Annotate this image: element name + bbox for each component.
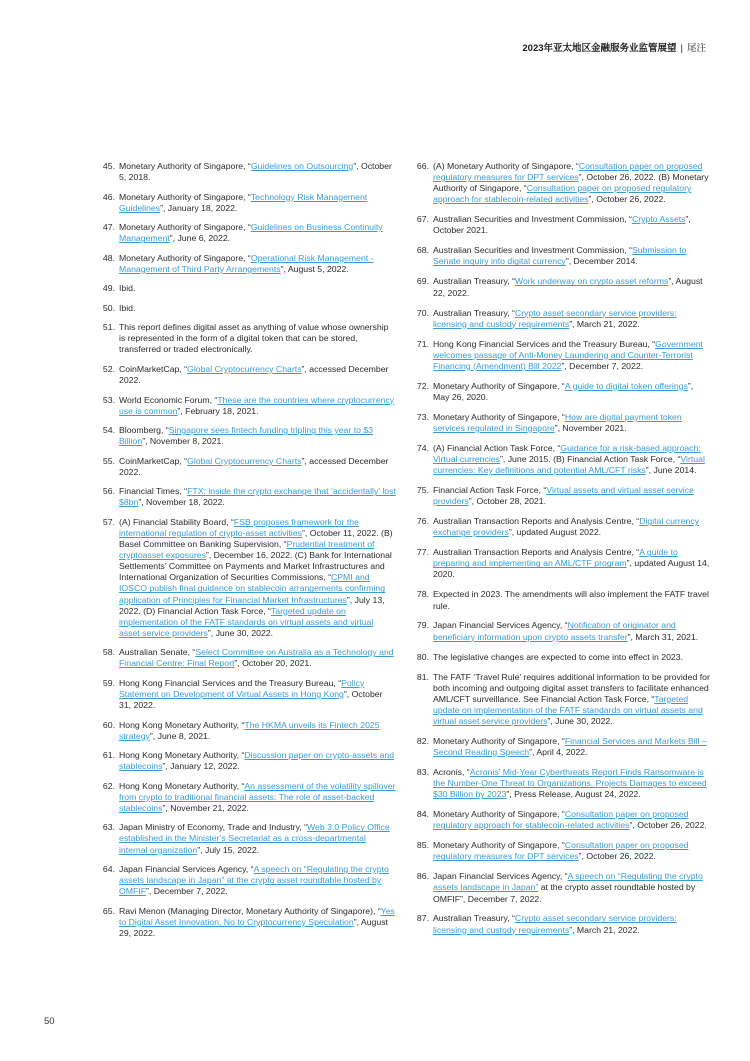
endnote-number: 61. — [102, 750, 115, 761]
endnote-text — [433, 620, 698, 641]
endnote-number: 46. — [102, 191, 115, 202]
endnote-link[interactable]: Work underway on crypto asset reforms — [514, 276, 669, 287]
endnote-text-fragment: ”, June 2014. — [645, 465, 697, 476]
endnote-text — [433, 381, 693, 402]
endnote-text-fragment: Australian Securities and Investment Commission, “ — [433, 245, 632, 256]
endnote-text — [119, 253, 374, 274]
endnote-text-fragment: Ibid. — [119, 302, 136, 313]
endnote-text-fragment: ”, October 26, 2022. (B) Monetary Authority of Singapore, “ — [433, 172, 709, 194]
endnote-link[interactable]: Virtual assets and virtual asset service providers — [433, 485, 694, 507]
endnote-text — [433, 339, 703, 371]
endnote-text-fragment: ”, December 7, 2022. — [146, 886, 228, 897]
endnote-text-fragment: Japan Ministry of Economy, Trade and Industry, “ — [119, 822, 307, 833]
endnote-number: 69. — [416, 276, 429, 287]
endnote-number: 87. — [416, 913, 429, 924]
endnote-number: 71. — [416, 338, 429, 349]
endnote-text-fragment: Expected in 2023. The amendments will also implement the FATF travel rule. — [433, 589, 709, 611]
endnote-text — [433, 308, 677, 329]
endnote-text — [119, 283, 135, 293]
endnote-item — [410, 161, 710, 205]
endnote-text-fragment: ”, October 5, 2018. — [119, 161, 392, 183]
endnote-text-fragment: ”, June 30, 2022. — [547, 715, 613, 726]
endnote-item — [96, 192, 396, 214]
endnote-text-fragment: Hong Kong Monetary Authority, “ — [119, 780, 245, 791]
endnote-text-fragment: ”, updated August 14, 2020. — [433, 558, 710, 580]
endnote-link[interactable]: How are digital payment token services regulated in Singapore — [433, 411, 682, 433]
endnote-number: 67. — [416, 214, 429, 225]
endnote-number: 62. — [102, 780, 115, 791]
endnote-text-fragment: ”, October 26, 2022. — [578, 851, 656, 862]
endnote-item — [410, 308, 710, 330]
endnote-text — [119, 456, 388, 477]
endnote-item — [96, 253, 396, 275]
endnote-text — [119, 822, 390, 854]
endnote-link[interactable]: Guidance for a risk-based approach: Virtual currencies — [433, 442, 701, 464]
endnote-number: 81. — [416, 671, 429, 682]
endnote-text-fragment: Australian Treasury, “ — [433, 276, 515, 287]
endnote-item — [410, 485, 710, 507]
endnote-text-fragment: Japan Financial Services Agency, “ — [433, 871, 568, 882]
endnote-number: 79. — [416, 620, 429, 631]
endnote-item — [410, 214, 710, 236]
endnote-text-fragment: ”, accessed December 2022. — [119, 363, 389, 386]
endnote-text-fragment: Hong Kong Monetary Authority, “ — [119, 719, 245, 730]
endnote-text — [119, 647, 394, 668]
endnote-link[interactable]: Crypto asset secondary service providers: licensing and custody requirements — [433, 307, 677, 329]
endnote-text-fragment: Monetary Authority of Singapore, “ — [433, 809, 565, 820]
endnote-text-fragment: ”, January 12, 2022. — [162, 761, 240, 772]
endnote-text — [433, 840, 689, 861]
endnote-text — [433, 412, 682, 433]
endnote-number: 57. — [102, 516, 115, 527]
endnote-text — [433, 589, 709, 610]
endnote-text-fragment: ”, May 26, 2020. — [433, 380, 694, 402]
endnote-link[interactable]: Virtual currencies: Key definitions and potential AML/CFT risks — [433, 454, 705, 476]
endnote-number: 45. — [102, 161, 115, 171]
endnote-number: 63. — [102, 822, 115, 833]
endnote-text-fragment: ”, October 28, 2021. — [468, 496, 547, 507]
endnote-link[interactable]: Financial Services and Markets Bill – Second Reading Speech — [433, 735, 707, 757]
endnote-item — [410, 443, 710, 476]
endnote-number: 72. — [416, 380, 429, 391]
endnote-text-fragment: ”, Press Release, August 24, 2022. — [506, 789, 641, 800]
endnote-text-fragment: ”, March 31, 2021. — [627, 631, 699, 642]
endnote-text-fragment: Monetary Authority of Singapore, “ — [433, 735, 565, 746]
endnote-text-fragment: ”, June 2015. (B) Financial Action Task Force, “ — [499, 454, 681, 464]
endnote-number: 68. — [416, 245, 429, 256]
endnote-text-fragment: ”, November 21, 2022. — [162, 802, 249, 813]
endnote-item — [410, 871, 710, 904]
endnote-text — [119, 750, 394, 771]
endnote-number: 53. — [102, 394, 115, 405]
endnote-text-fragment: Australian Transaction Reports and Analysis Centre, “ — [433, 516, 640, 527]
endnote-item — [96, 517, 396, 639]
endnote-item — [410, 339, 710, 372]
endnote-text-fragment: ”, August 5, 2022. — [280, 263, 349, 274]
endnote-link[interactable]: A speech on “Regulating the crypto assets landscape in Japan” — [433, 871, 703, 893]
header-section: 尾注 — [686, 43, 706, 54]
endnote-text-fragment: Australian Treasury, “ — [433, 913, 515, 924]
endnote-text-fragment: ”, August 29, 2022. — [119, 916, 388, 938]
endnote-link[interactable]: Digital currency exchange providers — [433, 516, 700, 538]
endnote-text — [119, 161, 392, 182]
endnote-text — [433, 214, 691, 235]
endnote-text-fragment: Monetary Authority of Singapore, “ — [119, 222, 251, 233]
endnote-item — [96, 283, 396, 294]
endnote-number: 54. — [102, 425, 115, 436]
endnote-text — [119, 395, 394, 416]
endnote-text-fragment: Ravi Menon (Managing Director, Monetary Authority of Singapore), “ — [119, 905, 381, 916]
endnote-item — [96, 720, 396, 742]
endnote-text-fragment: Japan Financial Services Agency, “ — [433, 620, 568, 631]
endnote-number: 56. — [102, 486, 115, 497]
endnote-text — [433, 672, 710, 726]
endnote-item — [96, 456, 396, 478]
endnote-text-fragment: at the crypto asset roundtable hosted by OMFIF”, December 7, 2022. — [433, 882, 696, 904]
endnote-text-fragment: ”, updated August 2022. — [508, 527, 602, 538]
endnote-number: 86. — [416, 871, 429, 882]
endnote-text — [119, 517, 393, 638]
endnote-text-fragment: This report defines digital asset as anything of value whose ownership is represented in the form of a digital token that can be stored, transferred or traded electronically. — [119, 322, 389, 355]
endnote-item — [410, 589, 710, 611]
endnote-link[interactable]: Guidelines on Business Continuity Management — [119, 222, 383, 244]
endnote-item — [96, 750, 396, 772]
endnotes-left-column — [96, 161, 396, 947]
endnote-text — [433, 485, 694, 506]
endnote-item — [410, 547, 710, 580]
endnote-item — [96, 303, 396, 314]
endnote-link[interactable]: Consultation paper on proposed regulatory measures for DPT services — [433, 840, 689, 862]
endnote-number: 48. — [102, 252, 115, 263]
endnote-item — [410, 381, 710, 403]
endnote-text — [119, 781, 396, 813]
endnote-text — [119, 486, 396, 507]
endnote-link[interactable]: Yes to Digital Asset Innovation, No to Cryptocurrency Speculation — [119, 905, 395, 927]
endnote-text-fragment: ”, March 21, 2022. — [569, 318, 640, 329]
endnote-link[interactable]: A speech on “Regulating the crypto assets landscape in Japan” at the crypto asset roundtable hosted by OMFIF — [119, 864, 389, 897]
endnote-item — [96, 906, 396, 939]
endnote-text-fragment: (A) Monetary Authority of Singapore, “ — [433, 161, 579, 171]
endnote-link[interactable]: An assessment of the volatility spillover from crypto to traditional financial assets: The role of asset-backed stablecoins — [119, 780, 396, 813]
endnote-link[interactable]: Discussion paper on crypto-assets and stablecoins — [119, 750, 395, 772]
endnote-link[interactable]: A guide to digital token offerings — [564, 380, 688, 391]
endnote-text-fragment: ”, October 31, 2022. — [119, 688, 383, 711]
endnote-number: 47. — [102, 222, 115, 233]
endnote-item — [410, 736, 710, 758]
endnote-text-fragment: ”, June 6, 2022. — [169, 233, 231, 244]
endnote-item — [410, 620, 710, 642]
endnote-text-fragment: ”, January 18, 2022. — [160, 202, 238, 213]
endnote-text-fragment: Monetary Authority of Singapore, “ — [433, 380, 565, 391]
endnote-text — [433, 443, 705, 475]
endnote-text — [433, 809, 707, 830]
endnote-number: 75. — [416, 485, 429, 496]
endnote-text — [119, 322, 388, 354]
endnote-link[interactable]: Crypto Assets — [631, 214, 686, 225]
endnote-item — [410, 913, 710, 935]
endnote-link[interactable]: Technology Risk Management Guidelines — [119, 191, 368, 213]
endnote-text-fragment: Financial Times, “ — [119, 486, 188, 497]
endnote-text-fragment: Australian Securities and Investment Commission, “ — [433, 214, 632, 225]
endnote-text-fragment: Financial Action Task Force, “ — [433, 485, 547, 496]
endnote-number: 80. — [416, 651, 429, 662]
endnote-number: 60. — [102, 719, 115, 730]
endnote-text — [119, 720, 380, 741]
endnote-text-fragment: Hong Kong Financial Services and the Treasury Bureau, “ — [433, 338, 656, 349]
endnote-text-fragment: Japan Financial Services Agency, “ — [119, 864, 254, 875]
endnote-text-fragment: ”, November 18, 2022. — [138, 497, 225, 508]
endnote-text-fragment: Monetary Authority of Singapore, “ — [433, 411, 565, 422]
endnote-text — [433, 871, 703, 903]
endnote-text-fragment: ”, December 7, 2022. — [561, 360, 644, 371]
endnote-text-fragment: Monetary Authority of Singapore, “ — [433, 840, 565, 851]
endnote-item — [410, 809, 710, 831]
endnote-number: 58. — [102, 647, 115, 658]
endnote-link[interactable]: Global Cryptocurrency Charts — [187, 455, 302, 466]
endnote-link[interactable]: Targeted update on implementation of the FATF standards on virtual assets and virtual asset service providers — [433, 693, 703, 726]
endnote-text-fragment: ”, October 26, 2022. — [588, 194, 666, 205]
endnote-number: 52. — [102, 363, 115, 374]
endnote-number: 64. — [102, 864, 115, 875]
endnote-text — [119, 192, 367, 213]
endnote-text-fragment: Acronis, “ — [433, 766, 470, 777]
endnote-item — [96, 161, 396, 183]
endnote-text-fragment: ”, July 13, 2022. (D) Financial Action Task Force, “ — [119, 594, 385, 616]
endnote-link[interactable]: Prudential treatment of cryptoasset exposures — [119, 539, 375, 561]
endnote-item — [410, 245, 710, 267]
endnote-text — [433, 161, 709, 204]
endnote-text-fragment: Bloomberg, “ — [119, 425, 169, 436]
endnote-text — [433, 276, 703, 297]
endnote-link[interactable]: Policy Statement on Development of Virtual Assets in Hong Kong — [119, 677, 365, 699]
endnote-text-fragment: World Economic Forum, “ — [119, 394, 218, 405]
endnote-item — [96, 322, 396, 355]
endnote-link[interactable]: Singapore sees fintech funding tripling this year to $3 Billion — [119, 425, 374, 447]
endnote-text-fragment: ”, June 30, 2022. — [207, 627, 274, 638]
endnote-number: 84. — [416, 809, 429, 820]
endnote-text-fragment: Hong Kong Monetary Authority, “ — [119, 750, 245, 761]
endnote-link[interactable]: FSB proposes framework for the international regulation of crypto-asset activities — [119, 516, 359, 538]
endnote-text — [433, 913, 677, 934]
endnote-text — [119, 425, 373, 446]
endnote-number: 83. — [416, 766, 429, 777]
endnote-item — [96, 864, 396, 897]
endnote-text-fragment: (A) Financial Stability Board, “ — [119, 516, 234, 527]
endnote-item — [96, 425, 396, 447]
endnote-link[interactable]: Web 3.0 Policy Office established in the Minister’s Secretariat as a cross-departmental internal organization — [119, 822, 390, 855]
endnote-number: 50. — [102, 302, 115, 313]
endnote-item — [96, 222, 396, 244]
endnote-link[interactable]: Crypto asset secondary service providers: licensing and custody requirements — [433, 913, 677, 935]
endnote-text-fragment: The legislative changes are expected to come into effect in 2023. — [433, 651, 684, 662]
endnote-item — [96, 395, 396, 417]
endnote-text-fragment: Ibid. — [119, 283, 136, 294]
endnote-link[interactable]: These are the countries where cryptocurrency use is common — [119, 394, 395, 416]
endnote-item — [410, 672, 710, 727]
endnote-text — [433, 652, 683, 662]
endnote-number: 74. — [416, 442, 429, 453]
endnote-link[interactable]: The HKMA unveils its Fintech 2025 strategy — [119, 719, 380, 741]
endnote-text — [119, 906, 395, 938]
endnote-text — [433, 767, 707, 799]
endnote-link[interactable]: Consultation paper on proposed regulatory approach for stablecoin-related activities — [433, 809, 689, 831]
endnote-number: 77. — [416, 547, 429, 558]
endnote-number: 49. — [102, 283, 115, 294]
endnote-text-fragment: Hong Kong Financial Services and the Treasury Bureau, “ — [119, 677, 342, 688]
endnote-text-fragment: ”, February 18, 2021. — [177, 405, 259, 416]
endnote-text-fragment: Monetary Authority of Singapore, “ — [119, 191, 251, 202]
endnote-number: 78. — [416, 589, 429, 600]
endnote-text-fragment: The FATF ‘Travel Rule’ requires additional information to be provided for both incoming and outgoing digital asset transfers to facilitate enhanced AML/CFT surveillance. See Financial Action Task Force, “ — [433, 671, 710, 704]
endnote-link[interactable]: CPMI and IOSCO publish final guidance on stablecoin arrangements confirming application of Principles for Financial Market Infrastructures — [119, 572, 386, 605]
endnote-link[interactable]: Consultation paper on proposed regulatory approach for stablecoin-related activities — [433, 183, 692, 205]
endnote-link[interactable]: Notification of originator and beneficiary information upon crypto assets transfer — [433, 620, 676, 642]
endnote-text-fragment: ”, March 21, 2022. — [569, 924, 640, 935]
endnote-text-fragment: ”, October 2021. — [433, 214, 691, 236]
endnote-text-fragment: (A) Financial Action Task Force, “ — [433, 442, 561, 453]
endnote-text-fragment: ”, October 26, 2022. — [629, 820, 707, 831]
endnote-link[interactable]: Operational Risk Management - Management of Third Party Arrangements — [119, 252, 374, 274]
endnote-item — [410, 516, 710, 538]
header-separator: | — [680, 43, 683, 54]
endnote-item — [410, 412, 710, 434]
endnote-item — [96, 647, 396, 669]
endnote-item — [410, 276, 710, 298]
endnote-text — [433, 245, 687, 266]
endnote-text — [119, 303, 135, 313]
endnote-link[interactable]: Guidelines on Outsourcing — [250, 161, 354, 171]
endnote-text-fragment: ”, December 16, 2022. (C) Bank for International Settlements’ Committee on Payments and Market Infrastructures and International Organization of Securities Commissions, “ — [119, 550, 392, 583]
endnote-item — [410, 840, 710, 862]
endnote-text — [433, 516, 699, 537]
endnote-text — [119, 678, 383, 710]
endnote-number: 85. — [416, 840, 429, 851]
endnote-text — [433, 736, 707, 757]
endnote-link[interactable]: Select Committee on Australia as a Technology and Financial Centre: Final Report — [119, 647, 394, 669]
endnote-number: 73. — [416, 411, 429, 422]
endnote-number: 66. — [416, 161, 429, 171]
endnote-number: 59. — [102, 677, 115, 688]
endnote-link[interactable]: FTX: inside the crypto exchange that ‘accidentally’ lost $8bn — [119, 486, 396, 508]
endnote-text-fragment: CoinMarketCap, “ — [119, 455, 188, 466]
endnote-text-fragment: ”, October 11, 2022. (B) Basel Committee on Banking Supervision, “ — [119, 527, 393, 550]
endnote-item — [96, 678, 396, 711]
endnote-link[interactable]: Consultation paper on proposed regulatory measures for DPT services — [433, 161, 703, 183]
endnote-link[interactable]: Targeted update on implementation of the FATF standards on virtual assets and virtual asset service providers — [119, 605, 374, 638]
endnote-text — [119, 364, 388, 385]
endnote-text-fragment: ”, accessed December 2022. — [119, 455, 389, 477]
endnote-text-fragment: ”, July 15, 2022. — [197, 844, 260, 855]
endnote-text-fragment: ”, June 8, 2021. — [149, 730, 211, 741]
endnote-link[interactable]: Submission to Senate inquiry into digital currency — [433, 245, 687, 267]
endnote-text — [119, 222, 383, 243]
endnote-text — [433, 547, 709, 579]
endnote-text-fragment: Monetary Authority of Singapore, “ — [119, 161, 251, 171]
endnote-text-fragment: CoinMarketCap, “ — [119, 363, 188, 374]
endnote-link[interactable]: Global Cryptocurrency Charts — [187, 363, 302, 374]
endnote-text-fragment: ”, April 4, 2022. — [529, 747, 588, 757]
endnote-item — [410, 767, 710, 800]
endnote-item — [96, 822, 396, 855]
endnote-text-fragment: ”, November 2021. — [554, 422, 627, 433]
endnote-text-fragment: ”, November 8, 2021. — [142, 436, 224, 447]
endnote-text-fragment: ”, December 2014. — [565, 256, 638, 267]
endnote-number: 76. — [416, 516, 429, 527]
endnote-item — [410, 652, 710, 663]
endnote-number: 51. — [102, 322, 115, 333]
endnote-link[interactable]: A guide to preparing and implementing an AML/CTF program — [433, 547, 678, 569]
endnote-link[interactable]: Acronis’ Mid-Year Cyberthreats Report Finds Ransomware is the Number-One Threat to Organizations, Projects Damages to exceed $30 Billion by 2023 — [433, 766, 707, 800]
endnote-text-fragment: Australian Transaction Reports and Analysis Centre, “ — [433, 547, 640, 558]
endnote-text-fragment: ”, August 22, 2022. — [433, 276, 703, 298]
endnote-number: 70. — [416, 307, 429, 318]
endnote-text-fragment: Australian Treasury, “ — [433, 307, 515, 318]
endnote-number: 65. — [102, 905, 115, 916]
endnote-number: 82. — [416, 735, 429, 746]
page-header — [522, 40, 706, 54]
endnote-text-fragment: Australian Senate, “ — [119, 647, 196, 658]
endnote-link[interactable]: Government welcomes passage of Anti-Money Laundering and Counter-Terrorist Financing (Amendment) Bill 2022 — [433, 338, 703, 371]
endnote-text-fragment: Monetary Authority of Singapore, “ — [119, 252, 251, 263]
page-number: 50 — [44, 1016, 55, 1027]
header-title: 2023年亚太地区金融服务业监管展望 — [522, 43, 677, 54]
endnote-item — [96, 781, 396, 814]
endnotes-right-column — [410, 161, 710, 945]
endnote-text-fragment: ”, October 20, 2021. — [234, 658, 312, 669]
endnote-item — [96, 364, 396, 386]
endnote-text — [119, 864, 389, 896]
endnote-number: 55. — [102, 455, 115, 466]
endnote-item — [96, 486, 396, 508]
